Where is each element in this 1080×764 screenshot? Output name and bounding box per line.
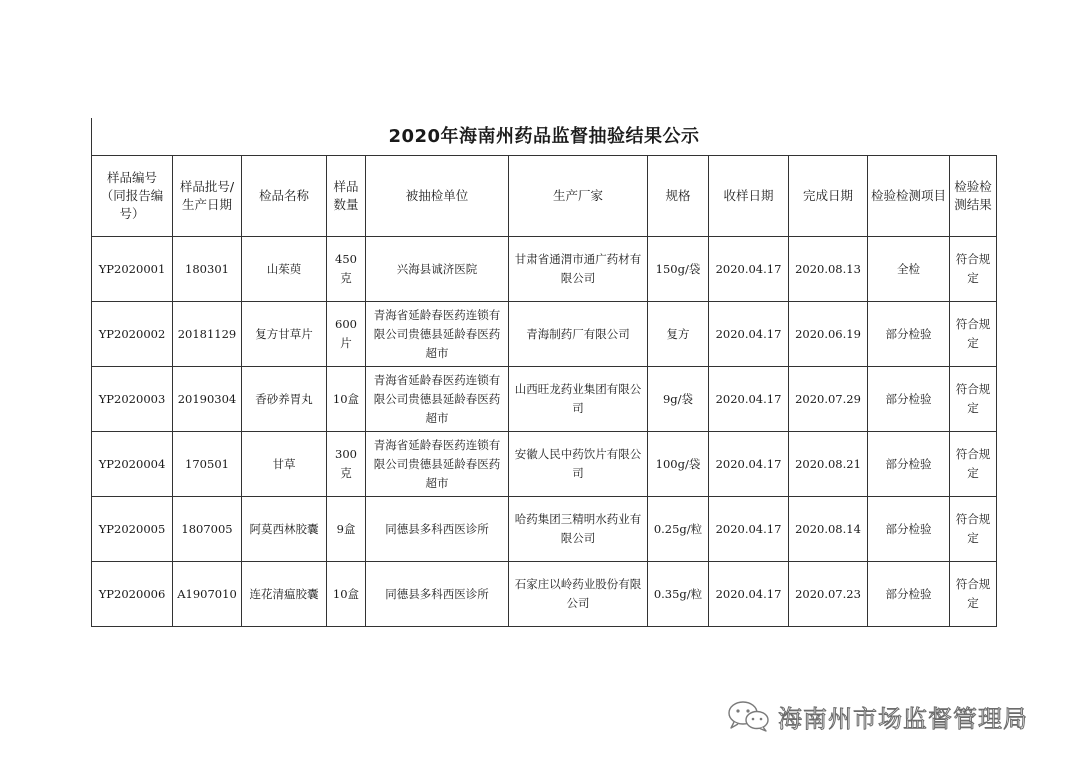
col-completed-date: 完成日期	[789, 156, 868, 237]
cell-completed-date: 2020.07.23	[789, 562, 868, 627]
col-product-name: 检品名称	[242, 156, 327, 237]
page-title: 2020年海南州药品监督抽验结果公示	[388, 126, 700, 147]
cell-sample-no: YP2020001	[92, 237, 173, 302]
table-row	[92, 562, 997, 627]
cell-quantity: 450克	[327, 237, 366, 302]
results-table	[91, 155, 997, 627]
col-batch-no: 样品批号/生产日期	[173, 156, 242, 237]
cell-received-date: 2020.04.17	[709, 562, 789, 627]
cell-spec: 0.25g/粒	[648, 497, 709, 562]
col-quantity: 样品数量	[327, 156, 366, 237]
cell-test-result: 符合规定	[950, 562, 997, 627]
cell-product-name: 甘草	[242, 432, 327, 497]
cell-manufacturer: 哈药集团三精明水药业有限公司	[509, 497, 648, 562]
cell-test-items: 部分检验	[868, 497, 950, 562]
cell-test-items: 全检	[868, 237, 950, 302]
cell-test-result: 符合规定	[950, 497, 997, 562]
cell-sampled-unit: 青海省延龄春医药连锁有限公司贵德县延龄春医药超市	[366, 432, 509, 497]
cell-sampled-unit: 兴海县诚济医院	[366, 237, 509, 302]
cell-manufacturer: 青海制药厂有限公司	[509, 302, 648, 367]
account-watermark	[726, 698, 1028, 734]
cell-received-date: 2020.04.17	[709, 432, 789, 497]
cell-received-date: 2020.04.17	[709, 367, 789, 432]
cell-spec: 0.35g/粒	[648, 562, 709, 627]
cell-quantity: 10盒	[327, 562, 366, 627]
cell-received-date: 2020.04.17	[709, 237, 789, 302]
cell-product-name: 阿莫西林胶囊	[242, 497, 327, 562]
cell-sample-no: YP2020006	[92, 562, 173, 627]
col-test-result: 检验检测结果	[950, 156, 997, 237]
cell-batch-no: 170501	[173, 432, 242, 497]
cell-spec: 复方	[648, 302, 709, 367]
cell-sampled-unit: 同德县多科西医诊所	[366, 497, 509, 562]
cell-test-result: 符合规定	[950, 302, 997, 367]
cell-manufacturer: 山西旺龙药业集团有限公司	[509, 367, 648, 432]
cell-product-name: 山茱萸	[242, 237, 327, 302]
table-row	[92, 237, 997, 302]
cell-product-name: 香砂养胃丸	[242, 367, 327, 432]
cell-sampled-unit: 同德县多科西医诊所	[366, 562, 509, 627]
watermark-text: 海南州市场监督管理局	[778, 704, 1028, 733]
cell-quantity: 10盒	[327, 367, 366, 432]
cell-product-name: 连花清瘟胶囊	[242, 562, 327, 627]
cell-quantity: 600片	[327, 302, 366, 367]
cell-manufacturer: 石家庄以岭药业股份有限公司	[509, 562, 648, 627]
cell-batch-no: A1907010	[173, 562, 242, 627]
cell-batch-no: 20190304	[173, 367, 242, 432]
col-test-items: 检验检测项目	[868, 156, 950, 237]
cell-quantity: 9盒	[327, 497, 366, 562]
cell-test-result: 符合规定	[950, 432, 997, 497]
cell-sample-no: YP2020004	[92, 432, 173, 497]
cell-spec: 150g/袋	[648, 237, 709, 302]
cell-sampled-unit: 青海省延龄春医药连锁有限公司贵德县延龄春医药超市	[366, 367, 509, 432]
wechat-icon	[726, 699, 772, 733]
cell-manufacturer: 甘肃省通渭市通广药材有限公司	[509, 237, 648, 302]
table-row	[92, 497, 997, 562]
cell-test-items: 部分检验	[868, 562, 950, 627]
cell-sample-no: YP2020002	[92, 302, 173, 367]
cell-quantity: 300克	[327, 432, 366, 497]
col-received-date: 收样日期	[709, 156, 789, 237]
cell-sample-no: YP2020003	[92, 367, 173, 432]
cell-test-items: 部分检验	[868, 432, 950, 497]
cell-completed-date: 2020.08.14	[789, 497, 868, 562]
cell-spec: 9g/袋	[648, 367, 709, 432]
cell-completed-date: 2020.06.19	[789, 302, 868, 367]
cell-spec: 100g/袋	[648, 432, 709, 497]
cell-batch-no: 180301	[173, 237, 242, 302]
cell-received-date: 2020.04.17	[709, 497, 789, 562]
col-manufacturer: 生产厂家	[509, 156, 648, 237]
table-row	[92, 302, 997, 367]
cell-completed-date: 2020.08.13	[789, 237, 868, 302]
cell-batch-no: 20181129	[173, 302, 242, 367]
cell-sampled-unit: 青海省延龄春医药连锁有限公司贵德县延龄春医药超市	[366, 302, 509, 367]
cell-received-date: 2020.04.17	[709, 302, 789, 367]
col-spec: 规格	[648, 156, 709, 237]
table-row	[92, 367, 997, 432]
cell-test-result: 符合规定	[950, 237, 997, 302]
cell-test-items: 部分检验	[868, 367, 950, 432]
cell-completed-date: 2020.08.21	[789, 432, 868, 497]
table-row	[92, 432, 997, 497]
cell-test-items: 部分检验	[868, 302, 950, 367]
table-header-row	[92, 156, 997, 237]
cell-sample-no: YP2020005	[92, 497, 173, 562]
cell-manufacturer: 安徽人民中药饮片有限公司	[509, 432, 648, 497]
cell-completed-date: 2020.07.29	[789, 367, 868, 432]
col-sampled-unit: 被抽检单位	[366, 156, 509, 237]
cell-product-name: 复方甘草片	[242, 302, 327, 367]
cell-batch-no: 1807005	[173, 497, 242, 562]
col-sample-no: 样品编号（同报告编号）	[92, 156, 173, 237]
cell-test-result: 符合规定	[950, 367, 997, 432]
